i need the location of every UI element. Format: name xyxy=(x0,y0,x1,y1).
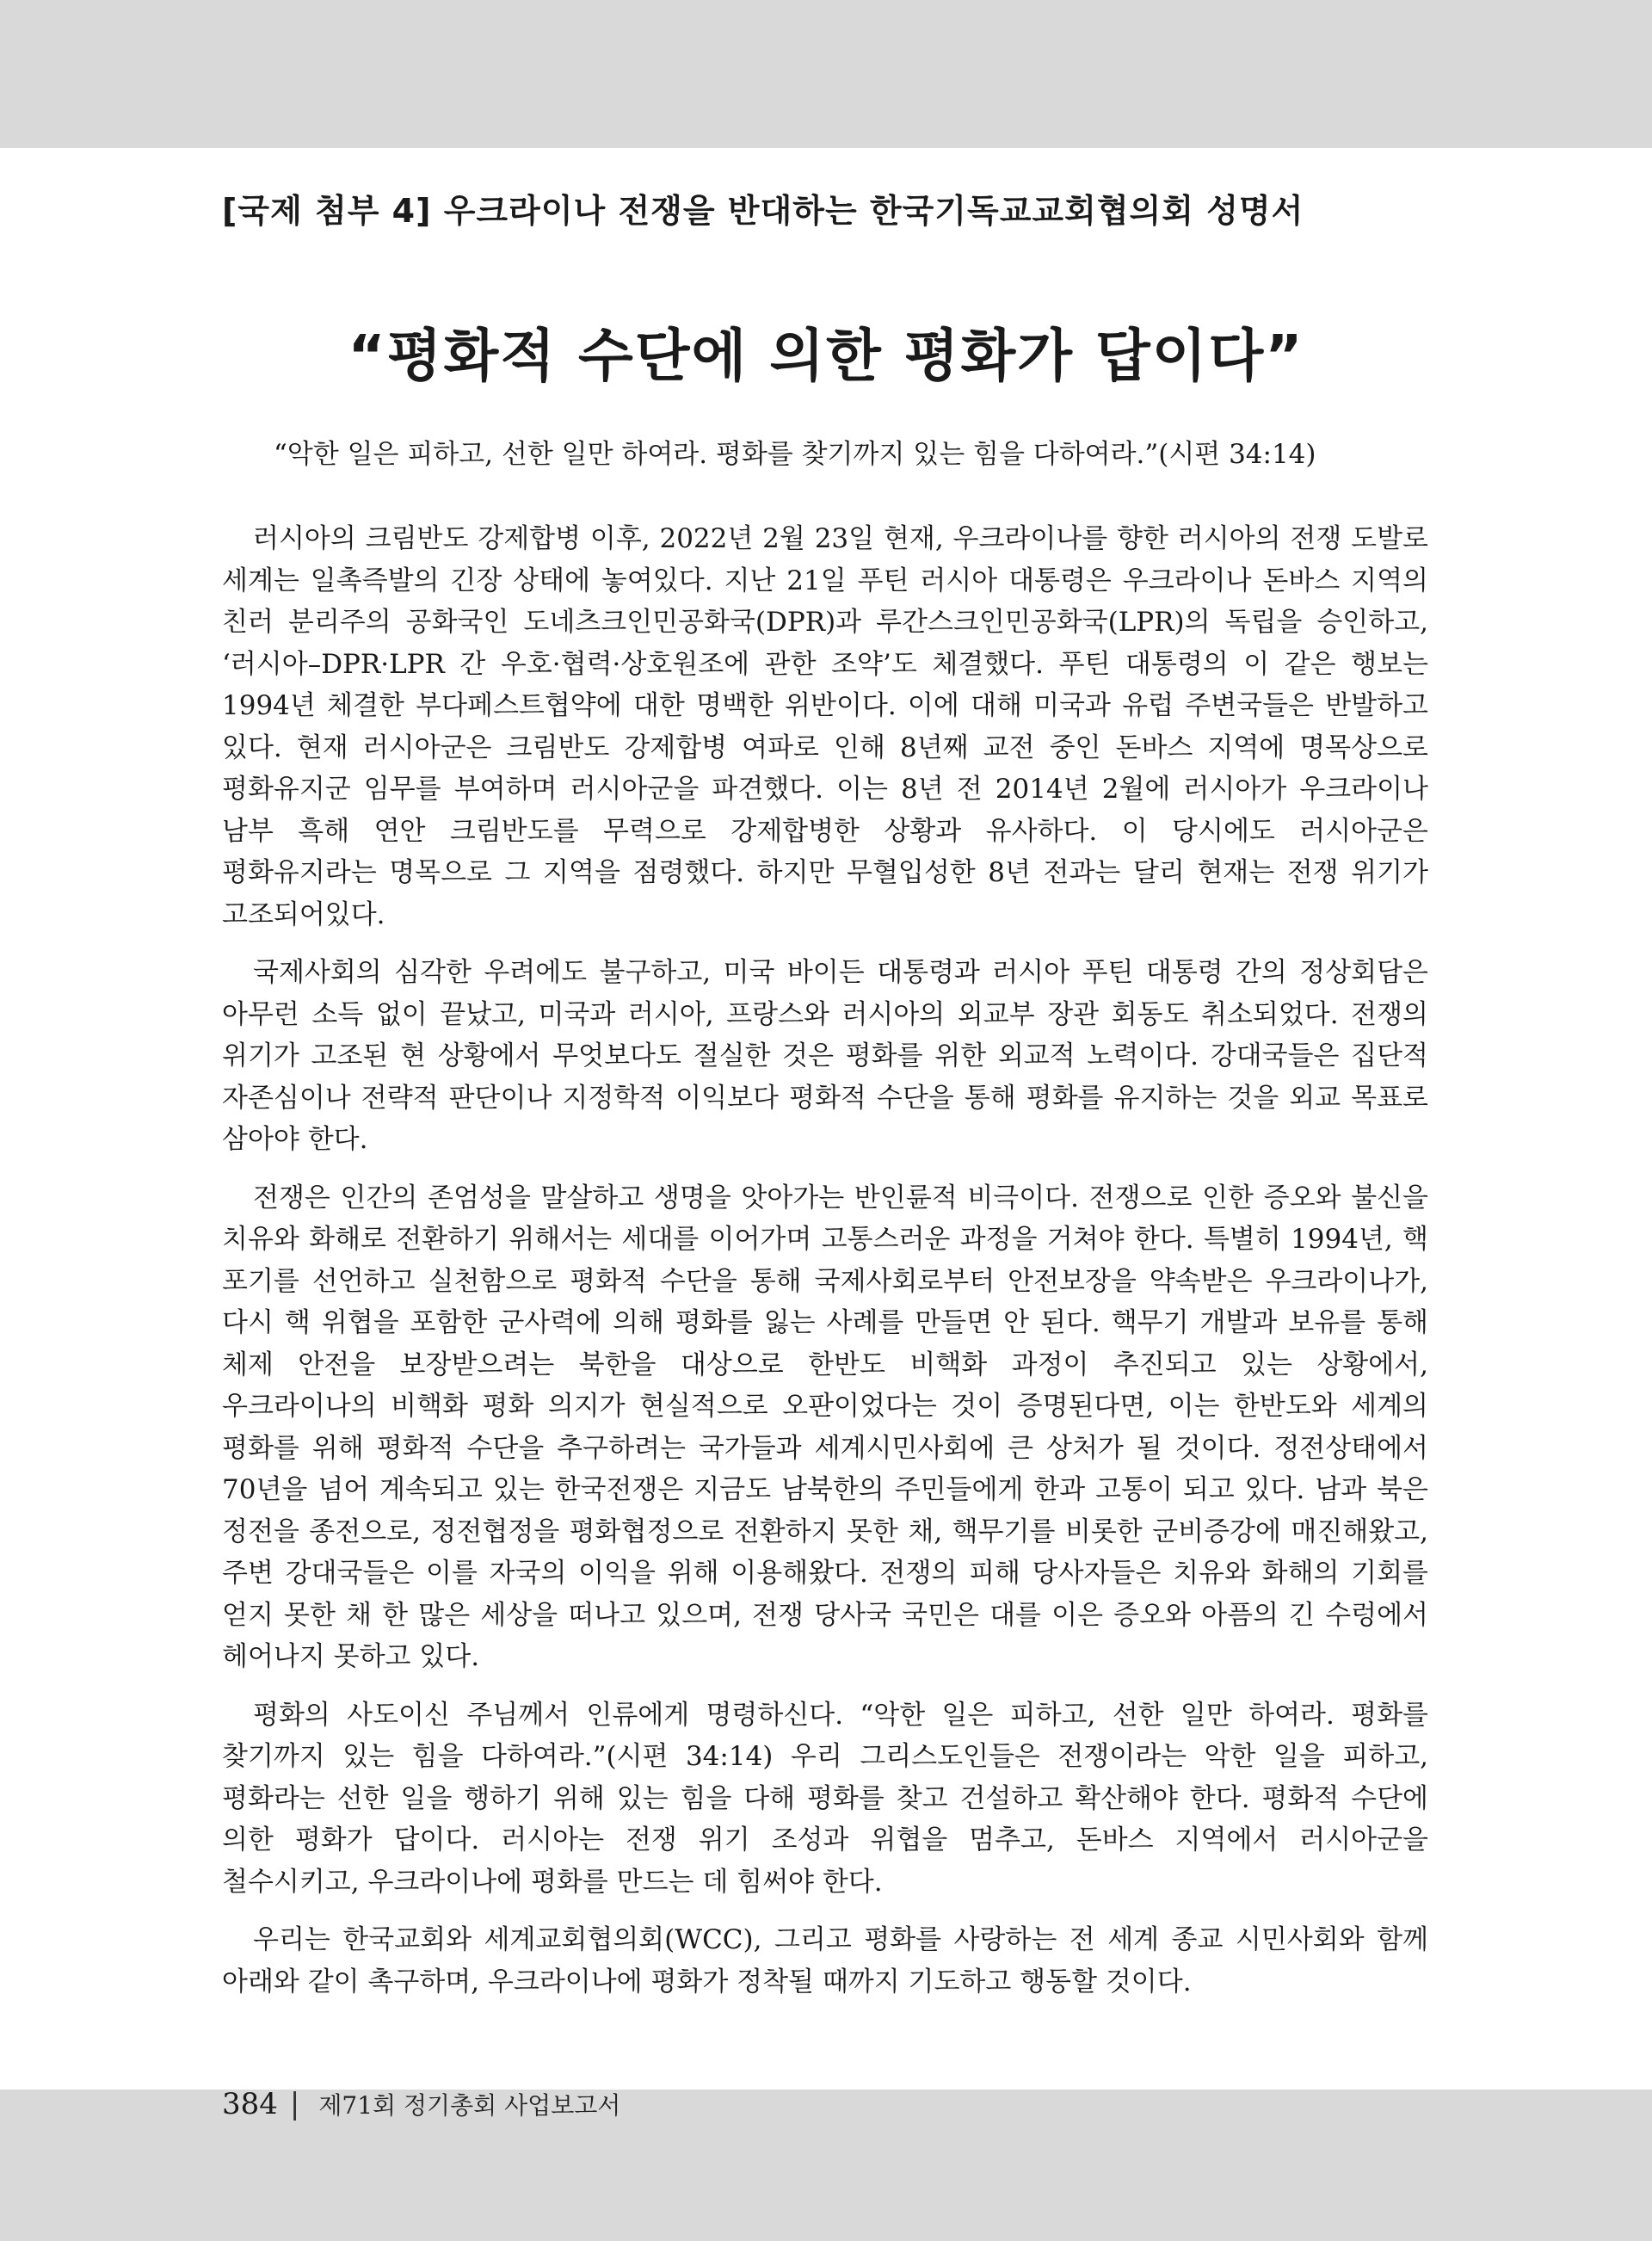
document-body xyxy=(222,518,1428,2019)
epigraph-quote: “악한 일은 피하고, 선한 일만 하여라. 평화를 찾기까지 있는 힘을 다하여라.”(시편 34:14) xyxy=(274,439,1316,470)
paragraph-1: 러시아의 크림반도 강제합병 이후, 2022년 2월 23일 현재, 우크라이나를 향한 러시아의 전쟁 도발로 세계는 일촉즉발의 긴장 상태에 놓여있다. 지난 21일 푸틴 러시아 대통령은 우크라이나 돈바스 지역의 친러 분리주의 공화국인 도네츠크인민공화국(DPR)과 루간스크인민공화국(LPR)의 독립을 승인하고, ‘러시아–DPR·LPR 간 우호·협력·상호원조에 관한 조약’도 체결했다. 푸틴 대통령의 이 같은 행보는 1994년 체결한 부다페스트협약에 대한 명백한 위반이다. 이에 대해 미국과 유럽 주변국들은 반발하고 있다. 현재 러시아군은 크림반도 강제합병 여파로 인해 8년째 교전 중인 돈바스 지역에 명목상으로 평화유지군 임무를 부여하며 러시아군을 파견했다. 이는 8년 전 2014년 2월에 러시아가 우크라이나 남부 흑해 연안 크림반도를 무력으로 강제합병한 상황과 유사하다. 이 당시에도 러시아군은 평화유지라는 명목으로 그 지역을 점령했다. 하지만 무혈입성한 8년 전과는 달리 현재는 전쟁 위기가 고조되어있다. xyxy=(222,523,1428,930)
top-gray-band xyxy=(0,0,1652,148)
paragraph-4: 평화의 사도이신 주님께서 인류에게 명령하신다. “악한 일은 피하고, 선한 일만 하여라. 평화를 찾기까지 있는 힘을 다하여라.”(시편 34:14) 우리 그리스도인들은 전쟁이라는 악한 일을 피하고, 평화라는 선한 일을 행하기 위해 있는 힘을 다해 평화를 찾고 건설하고 확산해야 한다. 평화적 수단에 의한 평화가 답이다. 러시아는 전쟁 위기 조성과 위협을 멈추고, 돈바스 지역에서 러시아군을 철수시키고, 우크라이나에 평화를 만드는 데 힘써야 한다. xyxy=(222,1699,1428,1898)
paragraph-3: 전쟁은 인간의 존엄성을 말살하고 생명을 앗아가는 반인륜적 비극이다. 전쟁으로 인한 증오와 불신을 치유와 화해로 전환하기 위해서는 세대를 이어가며 고통스러운 과정을 거쳐야 한다. 특별히 1994년, 핵 포기를 선언하고 실천함으로 평화적 수단을 통해 국제사회로부터 안전보장을 약속받은 우크라이나가, 다시 핵 위협을 포함한 군사력에 의해 평화를 잃는 사례를 만들면 안 된다. 핵무기 개발과 보유를 통해 체제 안전을 보장받으려는 북한을 대상으로 한반도 비핵화 과정이 추진되고 있는 상황에서, 우크라이나의 비핵화 평화 의지가 현실적으로 오판이었다는 것이 증명된다면, 이는 한반도와 세계의 평화를 위해 평화적 수단을 추구하려는 국가들과 세계시민사회에 큰 상처가 될 것이다. 정전상태에서 70년을 넘어 계속되고 있는 한국전쟁은 지금도 남북한의 주민들에게 한과 고통이 되고 있다. 남과 북은 정전을 종전으로, 정전협정을 평화협정으로 전환하지 못한 채, 핵무기를 비롯한 군비증강에 매진해왔고, 주변 강대국들은 이를 자국의 이익을 위해 이용해왔다. 전쟁의 피해 당사자들은 치유와 화해의 기회를 얻지 못한 채 한 많은 세상을 떠나고 있으며, 전쟁 당사국 국민은 대를 이은 증오와 아픔의 긴 수렁에서 헤어나지 못하고 있다. xyxy=(222,1182,1428,1672)
paragraph-5: 우리는 한국교회와 세계교회협의회(WCC), 그리고 평화를 사랑하는 전 세계 종교 시민사회와 함께 아래와 같이 촉구하며, 우크라이나에 평화가 정착될 때까지 기도하고 행동할 것이다. xyxy=(222,1924,1428,1997)
report-name: 제71회 정기총회 사업보고서 xyxy=(318,2091,621,2120)
section-header: [국제 첨부 4] 우크라이나 전쟁을 반대하는 한국기독교교회협의회 성명서 xyxy=(222,192,1304,230)
page-footer xyxy=(222,2087,620,2121)
footer-separator: | xyxy=(289,2087,300,2121)
page-number: 384 xyxy=(222,2087,278,2121)
document-title: “평화적 수단에 의한 평화가 답이다” xyxy=(348,323,1304,389)
paragraph-2: 국제사회의 심각한 우려에도 불구하고, 미국 바이든 대통령과 러시아 푸틴 대통령 간의 정상회담은 아무런 소득 없이 끝났고, 미국과 러시아, 프랑스와 러시아의 외교부 장관 회동도 취소되었다. 전쟁의 위기가 고조된 현 상황에서 무엇보다도 절실한 것은 평화를 위한 외교적 노력이다. 강대국들은 집단적 자존심이나 전략적 판단이나 지정학적 이익보다 평화적 수단을 통해 평화를 유지하는 것을 외교 목표로 삼아야 한다. xyxy=(222,957,1428,1155)
